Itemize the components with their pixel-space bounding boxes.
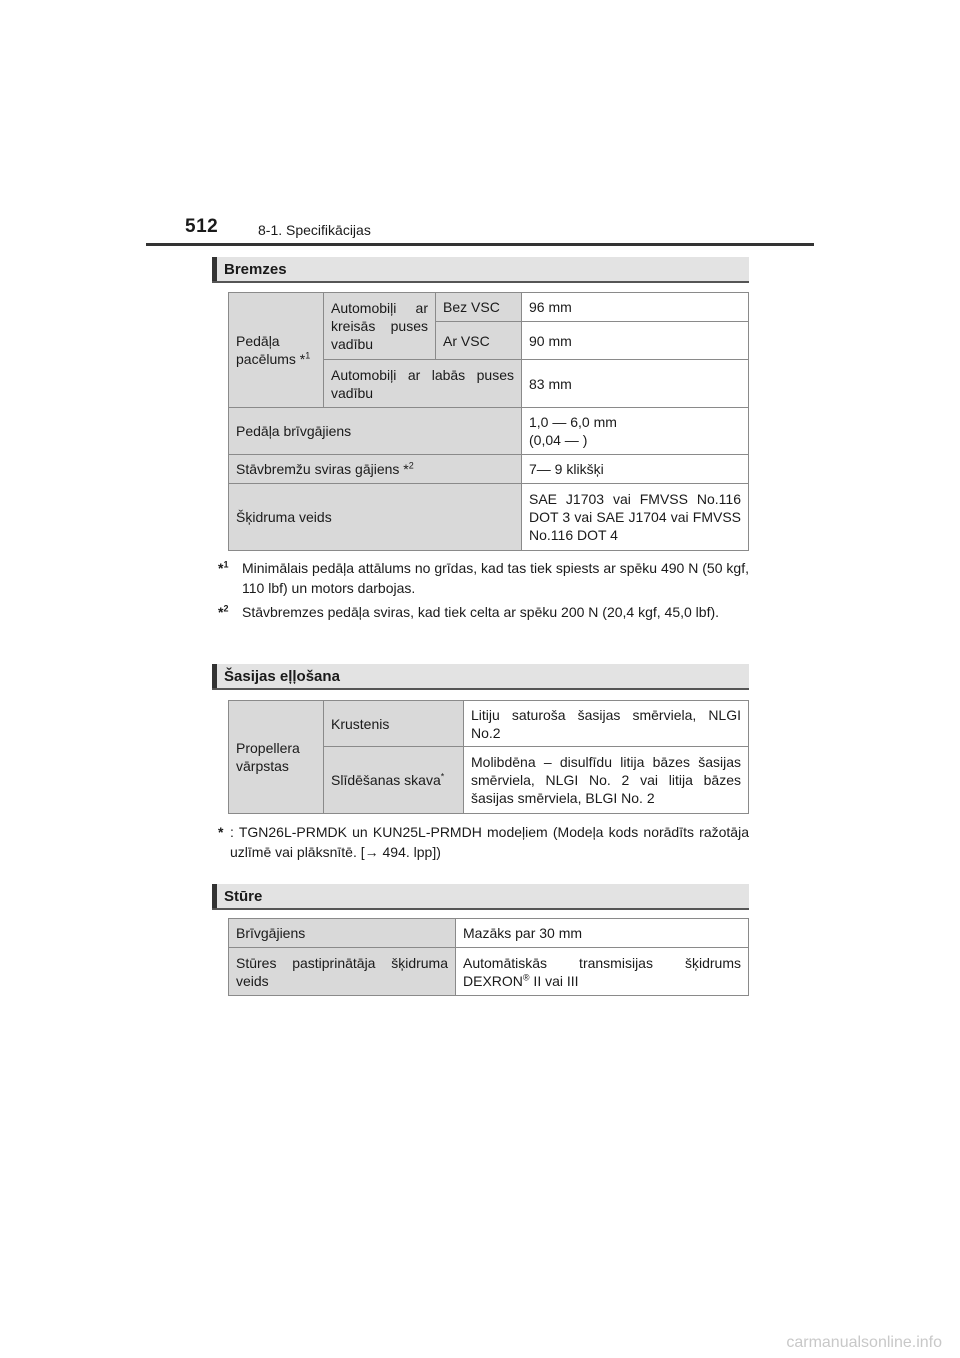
slip-yoke-value: Molibdēna – disulfīdu litija bāzes šasijas smērviela, NLGI No. 2 vai litija bāzes šasijas smērviela, BLGI No. 2 [464,747,749,814]
crosspiece-value: Litiju saturoša šasijas smērviela, NLGI No.2 [464,701,749,747]
without-vsc-label: Bez VSC [436,293,522,322]
lhd-label: Automobiļi ar kreisās puses vadību [324,293,436,360]
chassis-footnote: * : TGN26L-PRMDK un KUN25L-PRMDH modeļiem (Modeļa kods norādīts ražotāja uzlīmē vai plāksnītē. [→ 494. lpp]) [218,824,749,860]
brakes-table [228,292,749,551]
steering-fluid-label: Stūres pastiprinātāja šķidruma veids [229,948,456,996]
chassis-table [228,700,749,814]
header-rule [146,243,814,246]
parking-travel-label: Stāvbremžu sviras gājiens *$^2$ [229,455,522,484]
crosspiece-label: Krustenis [324,701,464,747]
running-head: 8-1. Specifikācijas [258,222,371,238]
steering-free-play-value: Mazāks par 30 mm [456,919,749,948]
section-title: Bremzes [224,261,287,278]
with-vsc-value: 90 mm [522,322,749,360]
pedal-height-label: Pedāļa pacēlums *$^1$ [229,293,324,408]
watermark: carmanualsonline.info [786,1334,942,1351]
section-title: Šasijas eļļošana [224,668,340,685]
free-play-value: 1,0 — 6,0 mm (0,04 — ) [522,408,749,455]
with-vsc-label: Ar VSC [436,322,522,360]
brakes-footnote-2: *$^2$ Stāvbremzes pedāļa sviras, kad tiek celta ar spēku 200 N (20,4 kgf, 45,0 lbf). [218,603,720,620]
section-title: Stūre [224,888,263,905]
rhd-label: Automobiļi ar labās puses vadību [324,360,522,408]
without-vsc-value: 96 mm [522,293,749,322]
section-header-chassis [212,664,749,690]
page-number: 512 [185,216,219,237]
section-header-brakes [212,257,749,283]
steering-table [228,918,749,996]
free-play-label: Pedāļa brīvgājiens [229,408,522,455]
steering-free-play-label: Brīvgājiens [229,919,456,948]
fluid-type-label: Šķidruma veids [229,484,522,551]
shaft-label: Propellera vārpstas [229,701,324,814]
fluid-type-value: SAE J1703 vai FMVSS No.116 DOT 3 vai SAE J1704 vai FMVSS No.116 DOT 4 [522,484,749,551]
rhd-value: 83 mm [522,360,749,408]
slip-yoke-label: Slīdēšanas skava* [324,747,464,814]
parking-travel-value: 7— 9 klikšķi [522,455,749,484]
brakes-footnote-1: *$^1$ Minimālais pedāļa attālums no grīdas, kad tas tiek spiests ar spēku 490 N (50 kgf, 110 lbf) un motors darbojas. [218,559,749,596]
steering-fluid-value: Automātiskās transmisijas šķidrums DEXRON® II vai III [456,948,749,996]
section-header-steering [212,884,749,910]
